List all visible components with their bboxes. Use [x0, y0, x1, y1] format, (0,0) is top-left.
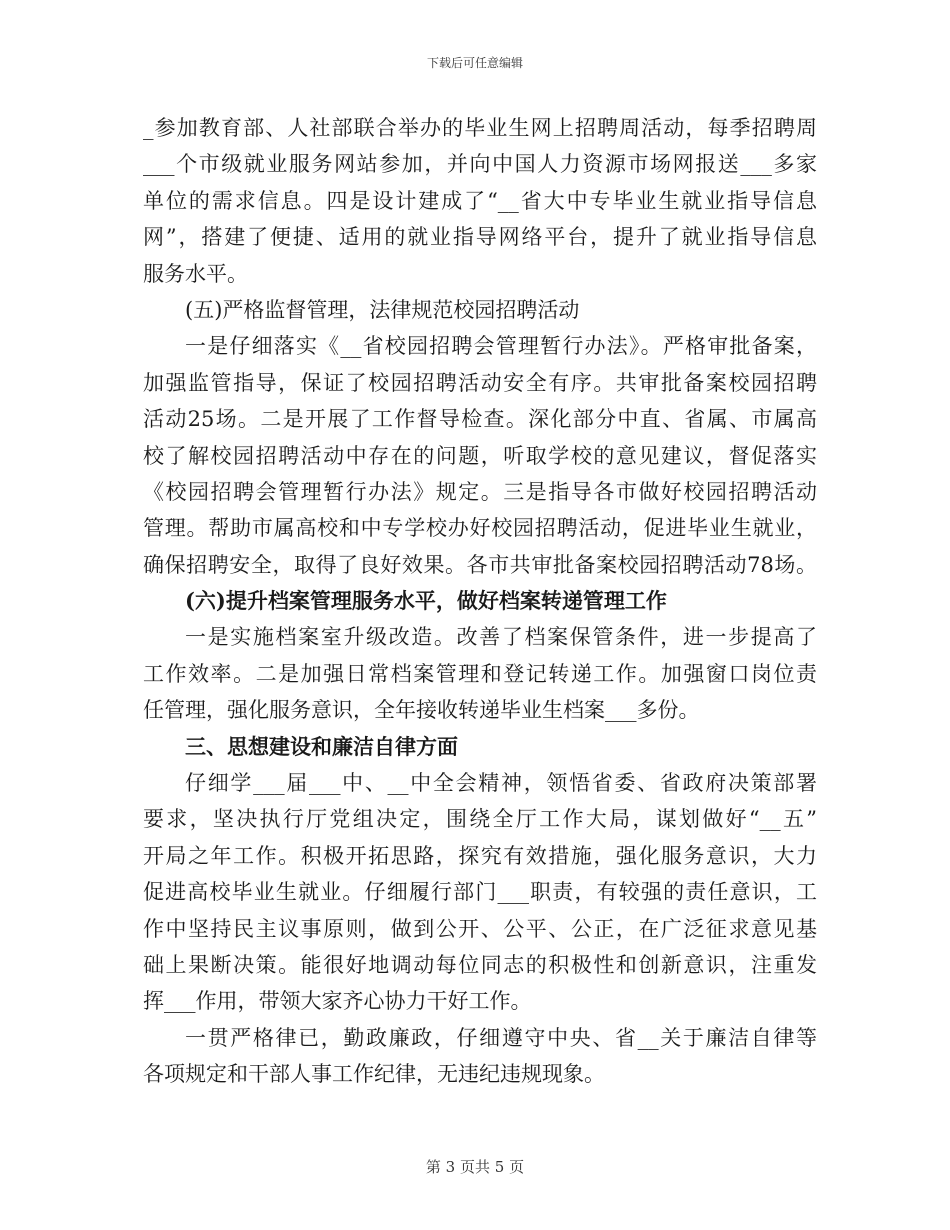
- paragraph-line: 任管理，强化服务意识，全年接收转递毕业生档案___多份。: [143, 698, 700, 723]
- paragraph-line: 础上果断决策。能很好地调动每位同志的积极性和创新意识，注重发: [143, 952, 817, 977]
- paragraph-line: 校了解校园招聘活动中存在的问题，听取学校的意见建议，督促落实: [143, 443, 817, 468]
- paragraph-line: 各项规定和干部人事工作纪律，无违纪违规现象。: [143, 1062, 605, 1087]
- paragraph-line: 挥___作用，带领大家齐心协力干好工作。: [143, 989, 532, 1014]
- page-header: 下载后可任意编辑: [426, 56, 523, 70]
- paragraph-line: 开局之年工作。积极开拓思路，探究有效措施，强化服务意识，大力: [143, 843, 817, 868]
- paragraph-line: _参加教育部、人社部联合举办的毕业生网上招聘周活动，每季招聘周: [143, 116, 817, 140]
- paragraph-line: 仔细学___届___中、__中全会精神，领悟省委、省政府决策部署: [185, 771, 817, 796]
- paragraph-line: 服务水平。: [143, 261, 248, 286]
- page-number: 第 3 页共 5 页: [425, 1158, 525, 1176]
- paragraph-line: ___个市级就业服务网站参加，并向中国人力资源市场网报送___多家: [143, 152, 817, 177]
- paragraph-line: 作中坚持民主议事原则，做到公开、公平、公正，在广泛征求意见基: [143, 916, 817, 941]
- paragraph-line: 一贯严格律已，勤政廉政，仔细遵守中央、省__关于廉洁自律等: [185, 1025, 817, 1050]
- paragraph-line: 网”，搭建了便捷、适用的就业指导网络平台，提升了就业指导信息: [143, 225, 817, 250]
- paragraph-line: (五)严格监督管理，法律规范校园招聘活动: [185, 297, 580, 322]
- paragraph-line: 工作效率。二是加强日常档案管理和登记转递工作。加强窗口岗位责: [143, 661, 817, 686]
- document-body: [143, 110, 817, 1093]
- paragraph-line: 促进高校毕业生就业。仔细履行部门___职责，有较强的责任意识，工: [143, 880, 817, 905]
- paragraph-line: 加强监管指导，保证了校园招聘活动安全有序。共审批备案校园招聘: [143, 370, 817, 395]
- section-heading-line: (六)提升档案管理服务水平，做好档案转递管理工作: [185, 588, 667, 614]
- paragraph-line: 一是仔细落实《__省校园招聘会管理暂行办法》。严格审批备案，: [185, 334, 817, 359]
- paragraph-line: 一是实施档案室升级改造。改善了档案保管条件，进一步提高了: [185, 625, 817, 650]
- paragraph-line: 要求，坚决执行厅党组决定，围绕全厅工作大局，谋划做好“__五”: [143, 807, 817, 832]
- paragraph-line: 《校园招聘会管理暂行办法》规定。三是指导各市做好校园招聘活动: [143, 479, 817, 504]
- section-heading-line: 三、思想建设和廉洁自律方面: [185, 733, 458, 759]
- paragraph-line: 活动25场。二是开展了工作督导检查。深化部分中直、省属、市属高: [143, 407, 817, 432]
- paragraph-line: 单位的需求信息。四是设计建成了“__省大中专毕业生就业指导信息: [143, 188, 817, 213]
- paragraph-line: 确保招聘安全，取得了良好效果。各市共审批备案校园招聘活动78场。: [143, 552, 817, 577]
- paragraph-line: 管理。帮助市属高校和中专学校办好校园招聘活动，促进毕业生就业，: [143, 516, 817, 541]
